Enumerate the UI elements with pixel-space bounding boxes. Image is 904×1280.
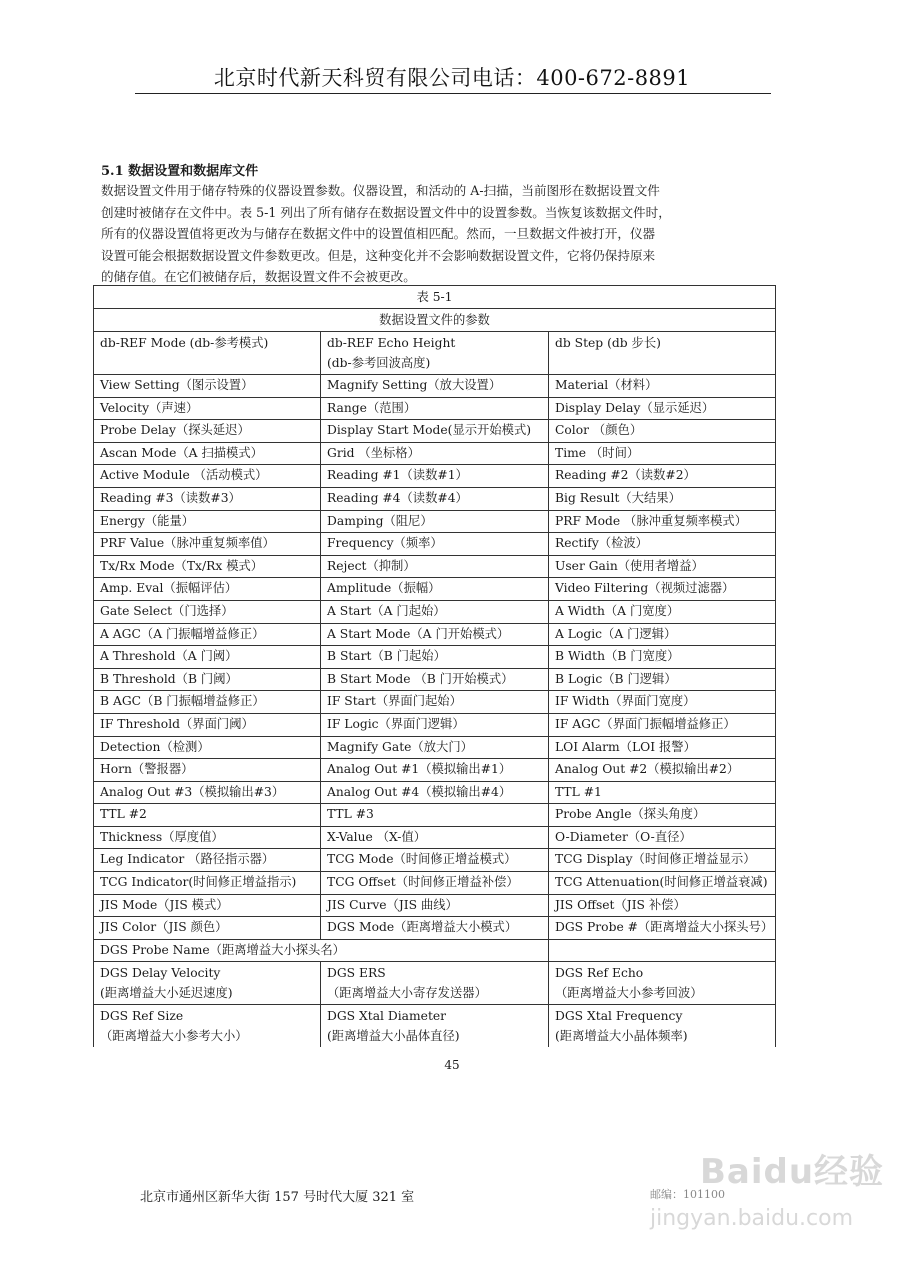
table-row: [94, 804, 776, 827]
cell-text: db-REF Echo Height: [327, 336, 456, 350]
cell-text: PRF Value（脉冲重复频率值）: [100, 536, 275, 551]
cell-text: DGS Ref Echo: [555, 966, 644, 981]
table-cell: [94, 939, 549, 962]
table-cell: [549, 826, 776, 849]
cell-text: db-REF Mode (db-参考模式): [100, 336, 269, 350]
cell-text: (距离增益大小延迟速度): [100, 986, 233, 1001]
cell-text: B AGC（B 门振幅增益修正）: [100, 694, 265, 709]
table-row: [94, 849, 776, 872]
table-cell: [321, 1005, 549, 1048]
cell-text: Reading #4（读数#4）: [327, 490, 468, 505]
cell-text: O-Diameter（O-直径）: [555, 829, 692, 844]
cell-text: TCG Indicator(时间修正增益指示): [100, 875, 297, 890]
table-cell: [549, 465, 776, 488]
footer-address: 北京市通州区新华大街 157 号时代大厦 321 室: [140, 1190, 415, 1205]
footer-postcode: 邮编：101100: [650, 1188, 725, 1201]
cell-text: A Start Mode（A 门开始模式）: [327, 626, 510, 641]
cell-text: B Width（B 门宽度）: [555, 649, 680, 664]
table-cell: [94, 781, 321, 804]
table-cell: [549, 397, 776, 420]
table-cell: [94, 397, 321, 420]
table-cell: [321, 713, 549, 736]
cell-text: DGS Probe Name（距离增益大小探头名）: [100, 942, 345, 957]
cell-text: JIS Color（JIS 颜色）: [100, 920, 228, 935]
table-row: [94, 623, 776, 646]
table-cell: [321, 623, 549, 646]
table-cell: [549, 487, 776, 510]
table-caption: 表 5-1: [94, 286, 776, 309]
table-cell: [321, 849, 549, 872]
table-row: [94, 487, 776, 510]
cell-text: JIS Mode（JIS 模式）: [100, 897, 229, 912]
table-cell: [549, 646, 776, 669]
table-cell: [549, 555, 776, 578]
table-cell: [549, 962, 776, 1005]
cell-text: Material（材料）: [555, 378, 658, 392]
table-cell: [321, 600, 549, 623]
page-header-title: 北京时代新天科贸有限公司电话：400-672-8891: [213, 66, 691, 90]
table-cell: [549, 759, 776, 782]
table-cell: [549, 781, 776, 804]
table-cell: [321, 872, 549, 895]
cell-text: A Width（A 门宽度）: [555, 603, 680, 618]
table-row: [94, 397, 776, 420]
table-cell: [321, 332, 549, 375]
table-row: [94, 781, 776, 804]
cell-text: B Logic（B 门逻辑）: [555, 671, 677, 686]
table-cell: [94, 872, 321, 895]
cell-text: Range（范围）: [327, 400, 417, 415]
table-row: [94, 533, 776, 556]
cell-text: A Logic（A 门逻辑）: [555, 626, 677, 641]
table-cell: [549, 691, 776, 714]
table-row: [94, 872, 776, 895]
section-heading: 5.1 数据设置和数据库文件: [101, 164, 259, 179]
cell-text: Display Delay（显示延迟）: [555, 400, 715, 415]
cell-text: Reading #3（读数#3）: [100, 490, 241, 505]
table-cell: [321, 420, 549, 443]
table-cell: [321, 894, 549, 917]
table-cell: [549, 420, 776, 443]
table-cell: [549, 849, 776, 872]
table-row: [94, 332, 776, 375]
table-cell: [94, 826, 321, 849]
table-cell: [549, 578, 776, 601]
cell-text: Amp. Eval（振幅评估）: [100, 581, 238, 596]
cell-text: A AGC（A 门振幅增益修正）: [100, 626, 265, 641]
intro-line: 设置可能会根据数据设置文件参数更改。但是，这种变化并不会影响数据设置文件，它将仍保持原来: [101, 247, 656, 263]
table-row: [94, 668, 776, 691]
cell-text: X-Value （X-值）: [327, 829, 427, 844]
cell-text: Magnify Setting（放大设置）: [327, 378, 502, 392]
cell-text: TCG Mode（时间修正增益模式）: [327, 852, 517, 867]
cell-text: Analog Out #1（模拟输出#1）: [327, 762, 512, 777]
table-row: [94, 894, 776, 917]
table-cell: [94, 691, 321, 714]
table-cell: [94, 804, 321, 827]
cell-text: JIS Curve（JIS 曲线）: [327, 897, 458, 912]
table-cell: [321, 578, 549, 601]
table-row: [94, 962, 776, 1005]
cell-text: DGS Probe #（距离增益大小探头号）: [555, 920, 774, 935]
cell-text: TTL #1: [555, 784, 602, 799]
table-cell: [94, 713, 321, 736]
cell-text: B Start（B 门起始）: [327, 649, 446, 664]
cell-text: （距离增益大小参考大小）: [100, 1029, 248, 1044]
cell-text: Energy（能量）: [100, 513, 195, 528]
cell-text: (db-参考回波高度): [327, 356, 431, 370]
table-cell: [321, 397, 549, 420]
table-cell: [321, 962, 549, 1005]
cell-text: IF Start（界面门起始）: [327, 694, 462, 709]
table-cell: [94, 623, 321, 646]
table-cell: [321, 759, 549, 782]
table-cell: [321, 917, 549, 940]
cell-text: TCG Display（时间修正增益显示）: [555, 852, 756, 867]
cell-text: Reading #2（读数#2）: [555, 468, 696, 483]
table-cell: [549, 332, 776, 375]
cell-text: Time （时间）: [555, 445, 640, 460]
table-cell: [94, 894, 321, 917]
cell-text: Magnify Gate（放大门）: [327, 739, 473, 754]
table-cell: [321, 442, 549, 465]
table-row: [94, 600, 776, 623]
cell-text: DGS Ref Size: [100, 1009, 184, 1024]
table-cell: [321, 804, 549, 827]
cell-text: TTL #2: [100, 807, 147, 822]
cell-text: Probe Angle（探头角度）: [555, 807, 706, 822]
table-row: [94, 442, 776, 465]
table-row: [94, 759, 776, 782]
cell-text: Detection（检测）: [100, 739, 210, 754]
cell-text: Analog Out #2（模拟输出#2）: [555, 762, 740, 777]
table-row: [94, 736, 776, 759]
table-cell: [94, 420, 321, 443]
table-cell: [94, 533, 321, 556]
table-cell: [549, 668, 776, 691]
table-cell: [549, 713, 776, 736]
cell-text: View Setting（图示设置）: [100, 378, 254, 392]
table-row: [94, 578, 776, 601]
table-row: [94, 713, 776, 736]
cell-text: Analog Out #4（模拟输出#4）: [327, 784, 512, 799]
table-cell: [549, 623, 776, 646]
table-cell: [549, 533, 776, 556]
table-cell: [549, 917, 776, 940]
cell-text: （距离增益大小参考回波）: [555, 986, 703, 1001]
cell-text: TCG Attenuation(时间修正增益衰减): [555, 875, 768, 890]
table-cell: [321, 375, 549, 398]
table-row: [94, 420, 776, 443]
cell-text: Video Filtering（视频过滤器）: [555, 581, 735, 596]
table-cell: [321, 555, 549, 578]
table-row: [94, 826, 776, 849]
cell-text: IF Logic（界面门逻辑）: [327, 716, 465, 731]
cell-text: Grid （坐标格）: [327, 445, 420, 460]
cell-text: DGS Delay Velocity: [100, 966, 221, 981]
table-row: [94, 1005, 776, 1048]
cell-text: TTL #3: [327, 807, 374, 822]
table-cell: [321, 533, 549, 556]
table-row: [94, 646, 776, 669]
cell-text: Rectify（检波）: [555, 536, 648, 551]
cell-text: A Threshold（A 门阈）: [100, 649, 238, 664]
cell-text: DGS ERS: [327, 966, 386, 981]
cell-text: IF Width（界面门宽度）: [555, 694, 696, 709]
cell-text: Velocity（声速）: [100, 400, 199, 415]
table-cell: [549, 894, 776, 917]
table-cell: [94, 646, 321, 669]
table-cell: [321, 691, 549, 714]
table-row: [94, 375, 776, 398]
cell-text: Leg Indicator （路径指示器）: [100, 852, 275, 867]
cell-text: TCG Offset（时间修正增益补偿）: [327, 875, 519, 890]
cell-text: LOI Alarm（LOI 报警）: [555, 739, 696, 754]
table-cell: [94, 332, 321, 375]
table-cell: [94, 555, 321, 578]
cell-text: Probe Delay（探头延迟）: [100, 423, 250, 438]
table-cell: [94, 465, 321, 488]
cell-text: Tx/Rx Mode（Tx/Rx 模式）: [100, 558, 264, 573]
cell-text: B Threshold（B 门阈）: [100, 671, 238, 686]
table-cell: [549, 736, 776, 759]
cell-text: Gate Select（门选择）: [100, 603, 234, 618]
cell-text: IF Threshold（界面门阈）: [100, 716, 254, 731]
table-cell: [94, 736, 321, 759]
cell-text: Big Result（大结果）: [555, 490, 681, 505]
cell-text: B Start Mode （B 门开始模式）: [327, 671, 514, 686]
cell-text: （距离增益大小寄存发送器）: [327, 986, 487, 1001]
intro-paragraph: [101, 180, 775, 288]
cell-text: Amplitude（振幅）: [327, 581, 441, 596]
cell-text: Reading #1（读数#1）: [327, 468, 468, 483]
cell-text: Ascan Mode（A 扫描模式）: [100, 445, 263, 460]
table-cell: [321, 781, 549, 804]
table-cell: [549, 939, 776, 962]
table-cell: [321, 826, 549, 849]
cell-text: PRF Mode （脉冲重复频率模式）: [555, 513, 747, 528]
cell-text: Color （颜色）: [555, 423, 643, 438]
table-row: [94, 465, 776, 488]
cell-text: DGS Xtal Diameter: [327, 1009, 447, 1024]
table-cell: [549, 1005, 776, 1048]
cell-text: (距离增益大小晶体频率): [555, 1029, 688, 1044]
table-cell: [94, 917, 321, 940]
cell-text: Display Start Mode(显示开始模式): [327, 423, 532, 438]
table-cell: [321, 510, 549, 533]
cell-text: db Step (db 步长): [555, 336, 661, 350]
cell-text: Reject（抑制）: [327, 558, 416, 573]
table-cell: [549, 442, 776, 465]
cell-text: (距离增益大小晶体直径): [327, 1029, 460, 1044]
table-cell: [321, 668, 549, 691]
table-cell: [94, 442, 321, 465]
table-cell: [94, 668, 321, 691]
watermark-url: jingyan.baidu.com: [650, 1206, 854, 1231]
table-cell: [549, 804, 776, 827]
intro-line: 的储存值。在它们被储存后，数据设置文件不会被更改。: [101, 269, 416, 285]
cell-text: Active Module （活动模式）: [100, 468, 268, 483]
cell-text: Damping（阻尼）: [327, 513, 433, 528]
table-title: 数据设置文件的参数: [94, 309, 776, 332]
table-cell: [94, 578, 321, 601]
cell-text: Horn（警报器）: [100, 762, 194, 777]
page-number: 45: [444, 1058, 460, 1072]
table-cell: [94, 849, 321, 872]
table-cell: [94, 1005, 321, 1048]
table-cell: [321, 465, 549, 488]
table-row: [94, 510, 776, 533]
table-row: [94, 939, 776, 962]
cell-text: JIS Offset（JIS 补偿）: [555, 897, 686, 912]
cell-text: Thickness（厚度值）: [100, 829, 224, 844]
intro-line: 数据设置文件用于储存特殊的仪器设置参数。仪器设置，和活动的 A-扫描，当前图形在数据设置文件: [101, 183, 660, 198]
intro-line: 创建时被储存在文件中。表 5-1 列出了所有储存在数据设置文件中的设置参数。当恢复该数据文件时，: [101, 204, 671, 220]
cell-text: DGS Xtal Frequency: [555, 1009, 683, 1024]
cell-text: User Gain（使用者增益）: [555, 558, 704, 573]
table-row: [94, 917, 776, 940]
cell-text: IF AGC（界面门振幅增益修正）: [555, 716, 736, 731]
header-rule: [135, 93, 771, 94]
cell-text: A Start（A 门起始）: [327, 603, 446, 618]
cell-text: DGS Mode（距离增益大小模式）: [327, 920, 518, 935]
table-cell: [549, 600, 776, 623]
table-row: [94, 555, 776, 578]
table-cell: [549, 872, 776, 895]
intro-line: 所有的仪器设置值将更改为与储存在数据文件中的设置值相匹配。然而，一旦数据文件被打开，仪器: [101, 226, 656, 242]
cell-text: Frequency（频率）: [327, 536, 443, 551]
table-cell: [321, 646, 549, 669]
table-cell: [94, 487, 321, 510]
table-cell: [549, 510, 776, 533]
parameter-table: [93, 285, 776, 1047]
table-cell: [94, 600, 321, 623]
table-cell: [94, 962, 321, 1005]
cell-text: Analog Out #3（模拟输出#3）: [100, 784, 285, 799]
table-cell: [321, 487, 549, 510]
table-row: [94, 691, 776, 714]
table-cell: [94, 375, 321, 398]
watermark-brand: Baidu经验: [700, 1152, 885, 1192]
table-cell: [321, 736, 549, 759]
table-cell: [94, 510, 321, 533]
table-cell: [94, 759, 321, 782]
table-cell: [549, 375, 776, 398]
